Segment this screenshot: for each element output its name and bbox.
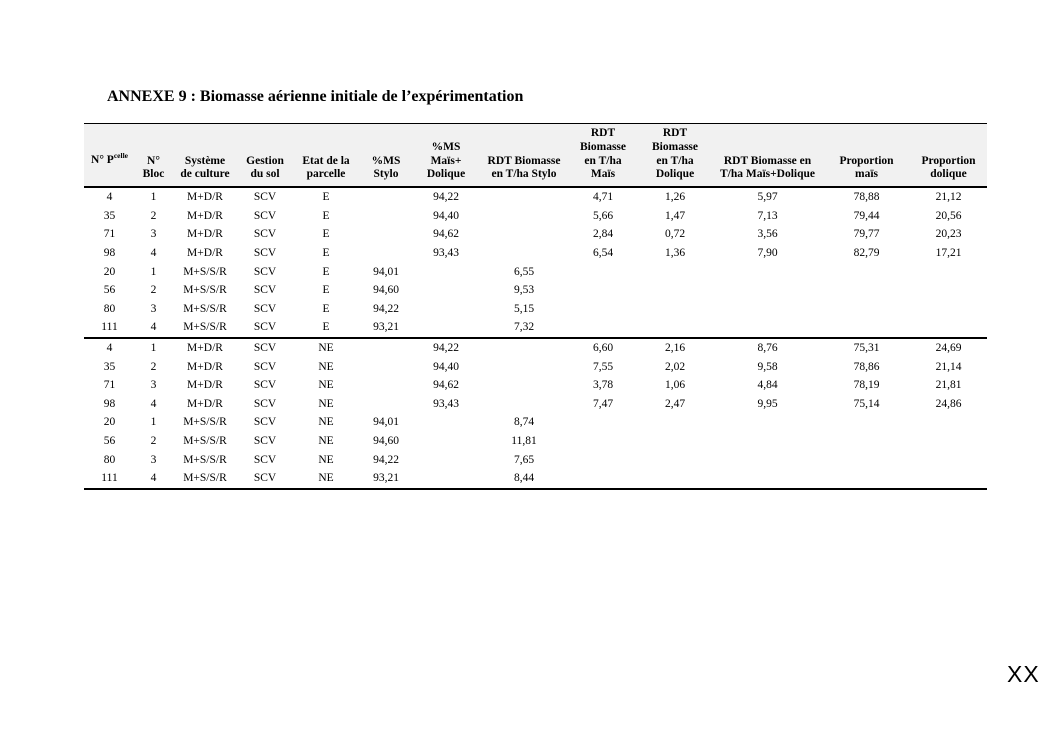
table-cell: SCV	[253, 397, 277, 410]
column-header: Système de culture	[172, 124, 238, 188]
table-cell: 0,72	[664, 228, 686, 241]
table-cell: SCV	[253, 265, 277, 278]
table-cell	[360, 338, 412, 358]
table-cell: M+D/R	[187, 209, 223, 222]
table-cell: 98	[103, 397, 116, 410]
table-cell: 79,44	[853, 209, 880, 222]
table-cell: 93,21	[360, 469, 412, 489]
table-cell: 7,65	[513, 453, 535, 466]
table-cell: SCV	[253, 284, 277, 297]
table-cell: 94,22	[373, 453, 399, 466]
table-cell: NE	[318, 360, 334, 373]
table-cell: 94,40	[433, 209, 459, 222]
table-cell: 111	[101, 321, 118, 334]
table-cell: 4	[150, 397, 157, 410]
table-cell: E	[322, 302, 330, 315]
table-cell: 1,36	[664, 246, 686, 259]
table-cell	[638, 432, 712, 451]
table-header-row	[84, 124, 987, 188]
table-cell	[568, 263, 638, 282]
table-cell	[910, 432, 987, 451]
table-cell: 94,01	[373, 416, 399, 429]
table-cell	[412, 263, 480, 282]
table-cell: 3	[150, 379, 157, 392]
column-header: %MS Stylo	[360, 124, 412, 188]
table-row	[84, 338, 987, 358]
column-header: N° Bloc	[135, 124, 172, 188]
table-cell: SCV	[253, 209, 277, 222]
table-cell	[638, 469, 712, 489]
table-cell	[480, 376, 568, 395]
table-cell: 111	[84, 469, 135, 489]
table-cell: 8,76	[712, 338, 823, 358]
biomass-table	[84, 123, 987, 490]
table-cell	[910, 469, 987, 489]
column-header: Etat de la parcelle	[292, 124, 360, 188]
table-row	[84, 225, 987, 244]
table-cell: NE	[318, 379, 334, 392]
table-cell: M+S/S/R	[183, 321, 227, 334]
table-cell: 94,62	[433, 379, 459, 392]
table-cell: 21,14	[935, 360, 962, 373]
table-cell	[412, 469, 480, 489]
table-cell	[638, 451, 712, 470]
table-cell	[360, 207, 412, 226]
table-cell	[568, 300, 638, 319]
table-cell: 4	[135, 469, 172, 489]
table-cell: 20	[103, 265, 116, 278]
table-cell: M+S/S/R	[183, 453, 227, 466]
table-cell: 2	[150, 209, 157, 222]
table-cell: 78,19	[853, 379, 880, 392]
column-header: N° $P^{celle}$	[84, 124, 135, 188]
table-cell: 20,23	[935, 228, 962, 241]
table-cell: 1,06	[664, 379, 686, 392]
table-cell: 2,84	[592, 228, 614, 241]
table-cell: 24,69	[910, 338, 987, 358]
table-row	[84, 281, 987, 300]
table-cell: 24,86	[935, 397, 962, 410]
table-cell	[480, 207, 568, 226]
table-cell: E	[322, 228, 330, 241]
table-cell	[568, 432, 638, 451]
table-cell: 56	[103, 434, 116, 447]
table-cell: 5,97	[757, 191, 778, 204]
table-cell	[823, 413, 910, 432]
table-cell: 3	[150, 453, 157, 466]
table-cell: SCV	[253, 246, 277, 259]
table-cell	[910, 318, 987, 338]
column-header-superscript: celle	[113, 151, 128, 161]
table-cell: M+D/R	[187, 379, 223, 392]
table-cell: 8,74	[513, 416, 535, 429]
table-cell	[910, 451, 987, 470]
table-cell: SCV	[238, 338, 292, 358]
table-cell: 2	[150, 360, 157, 373]
table-cell: 98	[103, 246, 116, 259]
column-header: Proportion maïs	[823, 124, 910, 188]
table-cell: SCV	[253, 191, 277, 204]
table-cell: SCV	[238, 469, 292, 489]
table-cell: 4	[150, 246, 157, 259]
table-cell: 7,47	[592, 397, 614, 410]
table-cell: M+D/R	[187, 397, 223, 410]
table-cell: 2,02	[664, 360, 686, 373]
table-cell: 9,95	[757, 397, 778, 410]
table-cell: 2	[150, 284, 157, 297]
table-cell: M+D/R	[187, 228, 223, 241]
table-cell: 35	[103, 209, 116, 222]
table-cell: 4,71	[592, 191, 614, 204]
column-header: RDT Biomasse en T/ha Maïs+Dolique	[712, 124, 823, 188]
table-cell	[638, 300, 712, 319]
table-cell	[360, 358, 412, 377]
table-cell	[360, 244, 412, 263]
table-cell: E	[322, 321, 330, 334]
table-cell	[910, 300, 987, 319]
table-row	[84, 318, 987, 338]
table-cell: 6,60	[568, 338, 638, 358]
table-cell: 93,21	[373, 321, 399, 334]
table-cell	[712, 432, 823, 451]
table-cell: NE	[292, 469, 360, 489]
table-cell: 94,22	[373, 302, 399, 315]
column-header: Gestion du sol	[238, 124, 292, 188]
table-container	[84, 123, 987, 490]
table-cell: NE	[318, 453, 334, 466]
page-title: ANNEXE 9 : Biomasse aérienne initiale de l’expérimentation	[107, 88, 524, 105]
table-cell: SCV	[253, 360, 277, 373]
table-cell	[823, 263, 910, 282]
table-cell: 80	[103, 453, 116, 466]
table-cell: M+S/S/R	[172, 469, 238, 489]
table-cell: M+S/S/R	[183, 416, 227, 429]
table-cell: 1	[135, 338, 172, 358]
table-cell: 9,53	[513, 284, 535, 297]
table-row	[84, 187, 987, 207]
table-cell: SCV	[253, 416, 277, 429]
table-cell: 2	[150, 434, 157, 447]
table-row	[84, 395, 987, 414]
table-cell	[568, 318, 638, 338]
table-cell: 78,88	[853, 191, 880, 204]
table-cell	[823, 318, 910, 338]
table-cell	[712, 300, 823, 319]
table-cell: E	[322, 191, 330, 204]
table-cell: NE	[318, 416, 334, 429]
table-cell: M+D/R	[187, 191, 223, 204]
table-cell: 20	[103, 416, 116, 429]
table-cell	[480, 244, 568, 263]
table-cell: 7,32	[513, 321, 535, 334]
table-cell: 94,60	[373, 434, 399, 447]
table-row	[84, 300, 987, 319]
column-header: %MS Maïs+ Dolique	[412, 124, 480, 188]
column-header: RDT Biomasse en T/ha Stylo	[480, 124, 568, 188]
table-cell: E	[322, 246, 330, 259]
table-cell	[480, 225, 568, 244]
table-cell: 3,78	[592, 379, 614, 392]
table-cell	[360, 395, 412, 414]
table-cell: M+S/S/R	[183, 284, 227, 297]
table-cell	[412, 300, 480, 319]
table-cell: 35	[103, 360, 116, 373]
table-cell: 93,43	[433, 397, 459, 410]
table-cell: 4	[106, 191, 113, 204]
table-cell: 4	[84, 338, 135, 358]
table-cell	[480, 395, 568, 414]
table-cell: SCV	[253, 321, 277, 334]
table-cell: 94,01	[373, 265, 399, 278]
table-cell	[412, 413, 480, 432]
table-cell: SCV	[253, 453, 277, 466]
table-section-2	[84, 338, 987, 489]
table-cell: 71	[103, 228, 116, 241]
table-cell	[480, 338, 568, 358]
table-cell	[480, 358, 568, 377]
table-cell: E	[322, 284, 330, 297]
table-row	[84, 451, 987, 470]
table-cell	[360, 376, 412, 395]
table-cell: 1	[150, 191, 157, 204]
table-row	[84, 432, 987, 451]
table-cell: 17,21	[935, 246, 962, 259]
table-cell: 8,44	[480, 469, 568, 489]
table-cell	[823, 451, 910, 470]
table-cell: 3,56	[757, 228, 778, 241]
table-cell: 80	[103, 302, 116, 315]
table-cell: SCV	[253, 302, 277, 315]
table-cell: 11,81	[511, 434, 537, 447]
table-cell	[480, 187, 568, 207]
table-cell: 1	[150, 416, 157, 429]
table-cell: 94,40	[433, 360, 459, 373]
table-cell	[712, 469, 823, 489]
table-cell: SCV	[253, 434, 277, 447]
table-row	[84, 358, 987, 377]
table-cell	[712, 451, 823, 470]
table-header	[84, 124, 987, 188]
table-row	[84, 469, 987, 489]
table-cell: 82,79	[853, 246, 880, 259]
table-cell	[910, 263, 987, 282]
table-row	[84, 207, 987, 226]
table-cell: 3	[150, 302, 157, 315]
table-cell	[823, 432, 910, 451]
table-row	[84, 263, 987, 282]
table-cell	[638, 263, 712, 282]
table-cell: M+D/R	[187, 246, 223, 259]
table-cell: 75,14	[853, 397, 880, 410]
table-cell: 4,84	[757, 379, 778, 392]
column-header: Proportion dolique	[910, 124, 987, 188]
table-cell: 93,43	[433, 246, 459, 259]
table-cell	[712, 263, 823, 282]
table-cell: 94,62	[433, 228, 459, 241]
page-number: XX	[1007, 661, 1040, 687]
table-cell: 71	[103, 379, 116, 392]
table-cell	[712, 413, 823, 432]
column-header: RDT Biomasse en T/ha Maïs	[568, 124, 638, 188]
table-cell	[712, 318, 823, 338]
table-cell: 1	[150, 265, 157, 278]
table-cell: 21,12	[935, 191, 962, 204]
table-cell: 9,58	[757, 360, 778, 373]
table-cell: 94,60	[373, 284, 399, 297]
table-cell: 7,55	[592, 360, 614, 373]
table-cell: NE	[292, 338, 360, 358]
table-cell	[360, 187, 412, 207]
table-cell: 20,56	[935, 209, 962, 222]
table-cell: 5,66	[592, 209, 614, 222]
table-cell	[638, 318, 712, 338]
table-cell: 7,13	[757, 209, 778, 222]
table-cell: 1,26	[664, 191, 686, 204]
table-cell: 2,16	[638, 338, 712, 358]
table-cell: M+S/S/R	[183, 302, 227, 315]
table-row	[84, 413, 987, 432]
table-cell	[568, 413, 638, 432]
table-cell	[412, 451, 480, 470]
table-cell: 5,15	[513, 302, 535, 315]
table-cell: E	[322, 209, 330, 222]
table-cell: E	[322, 265, 330, 278]
table-cell: 6,54	[592, 246, 614, 259]
table-cell: 3	[150, 228, 157, 241]
table-cell: M+S/S/R	[183, 265, 227, 278]
table-cell: M+S/S/R	[183, 434, 227, 447]
table-cell: NE	[318, 434, 334, 447]
table-cell	[568, 469, 638, 489]
table-cell	[638, 281, 712, 300]
table-cell: 4	[150, 321, 157, 334]
table-cell	[638, 413, 712, 432]
table-cell: 7,90	[757, 246, 778, 259]
table-cell	[568, 451, 638, 470]
table-cell: SCV	[253, 379, 277, 392]
table-cell	[910, 413, 987, 432]
table-row	[84, 244, 987, 263]
table-cell	[823, 300, 910, 319]
table-cell	[360, 225, 412, 244]
table-cell: M+D/R	[172, 338, 238, 358]
table-cell: M+D/R	[187, 360, 223, 373]
table-cell	[412, 432, 480, 451]
table-row	[84, 376, 987, 395]
table-cell	[412, 281, 480, 300]
table-cell	[823, 469, 910, 489]
table-cell	[568, 281, 638, 300]
table-cell	[823, 281, 910, 300]
table-cell: 79,77	[853, 228, 880, 241]
table-cell: 1,47	[664, 209, 686, 222]
table-cell: 21,81	[935, 379, 962, 392]
column-header: RDT Biomasse en T/ha Dolique	[638, 124, 712, 188]
table-section-1	[84, 187, 987, 338]
table-cell: 78,86	[853, 360, 880, 373]
table-cell: 2,47	[664, 397, 686, 410]
table-cell: NE	[318, 397, 334, 410]
table-cell: SCV	[253, 228, 277, 241]
table-cell: 6,55	[513, 265, 535, 278]
table-cell: 56	[103, 284, 116, 297]
table-cell: 75,31	[823, 338, 910, 358]
table-cell	[412, 318, 480, 338]
table-cell: 94,22	[433, 191, 459, 204]
table-cell: 94,22	[412, 338, 480, 358]
table-cell	[910, 281, 987, 300]
table-cell	[712, 281, 823, 300]
